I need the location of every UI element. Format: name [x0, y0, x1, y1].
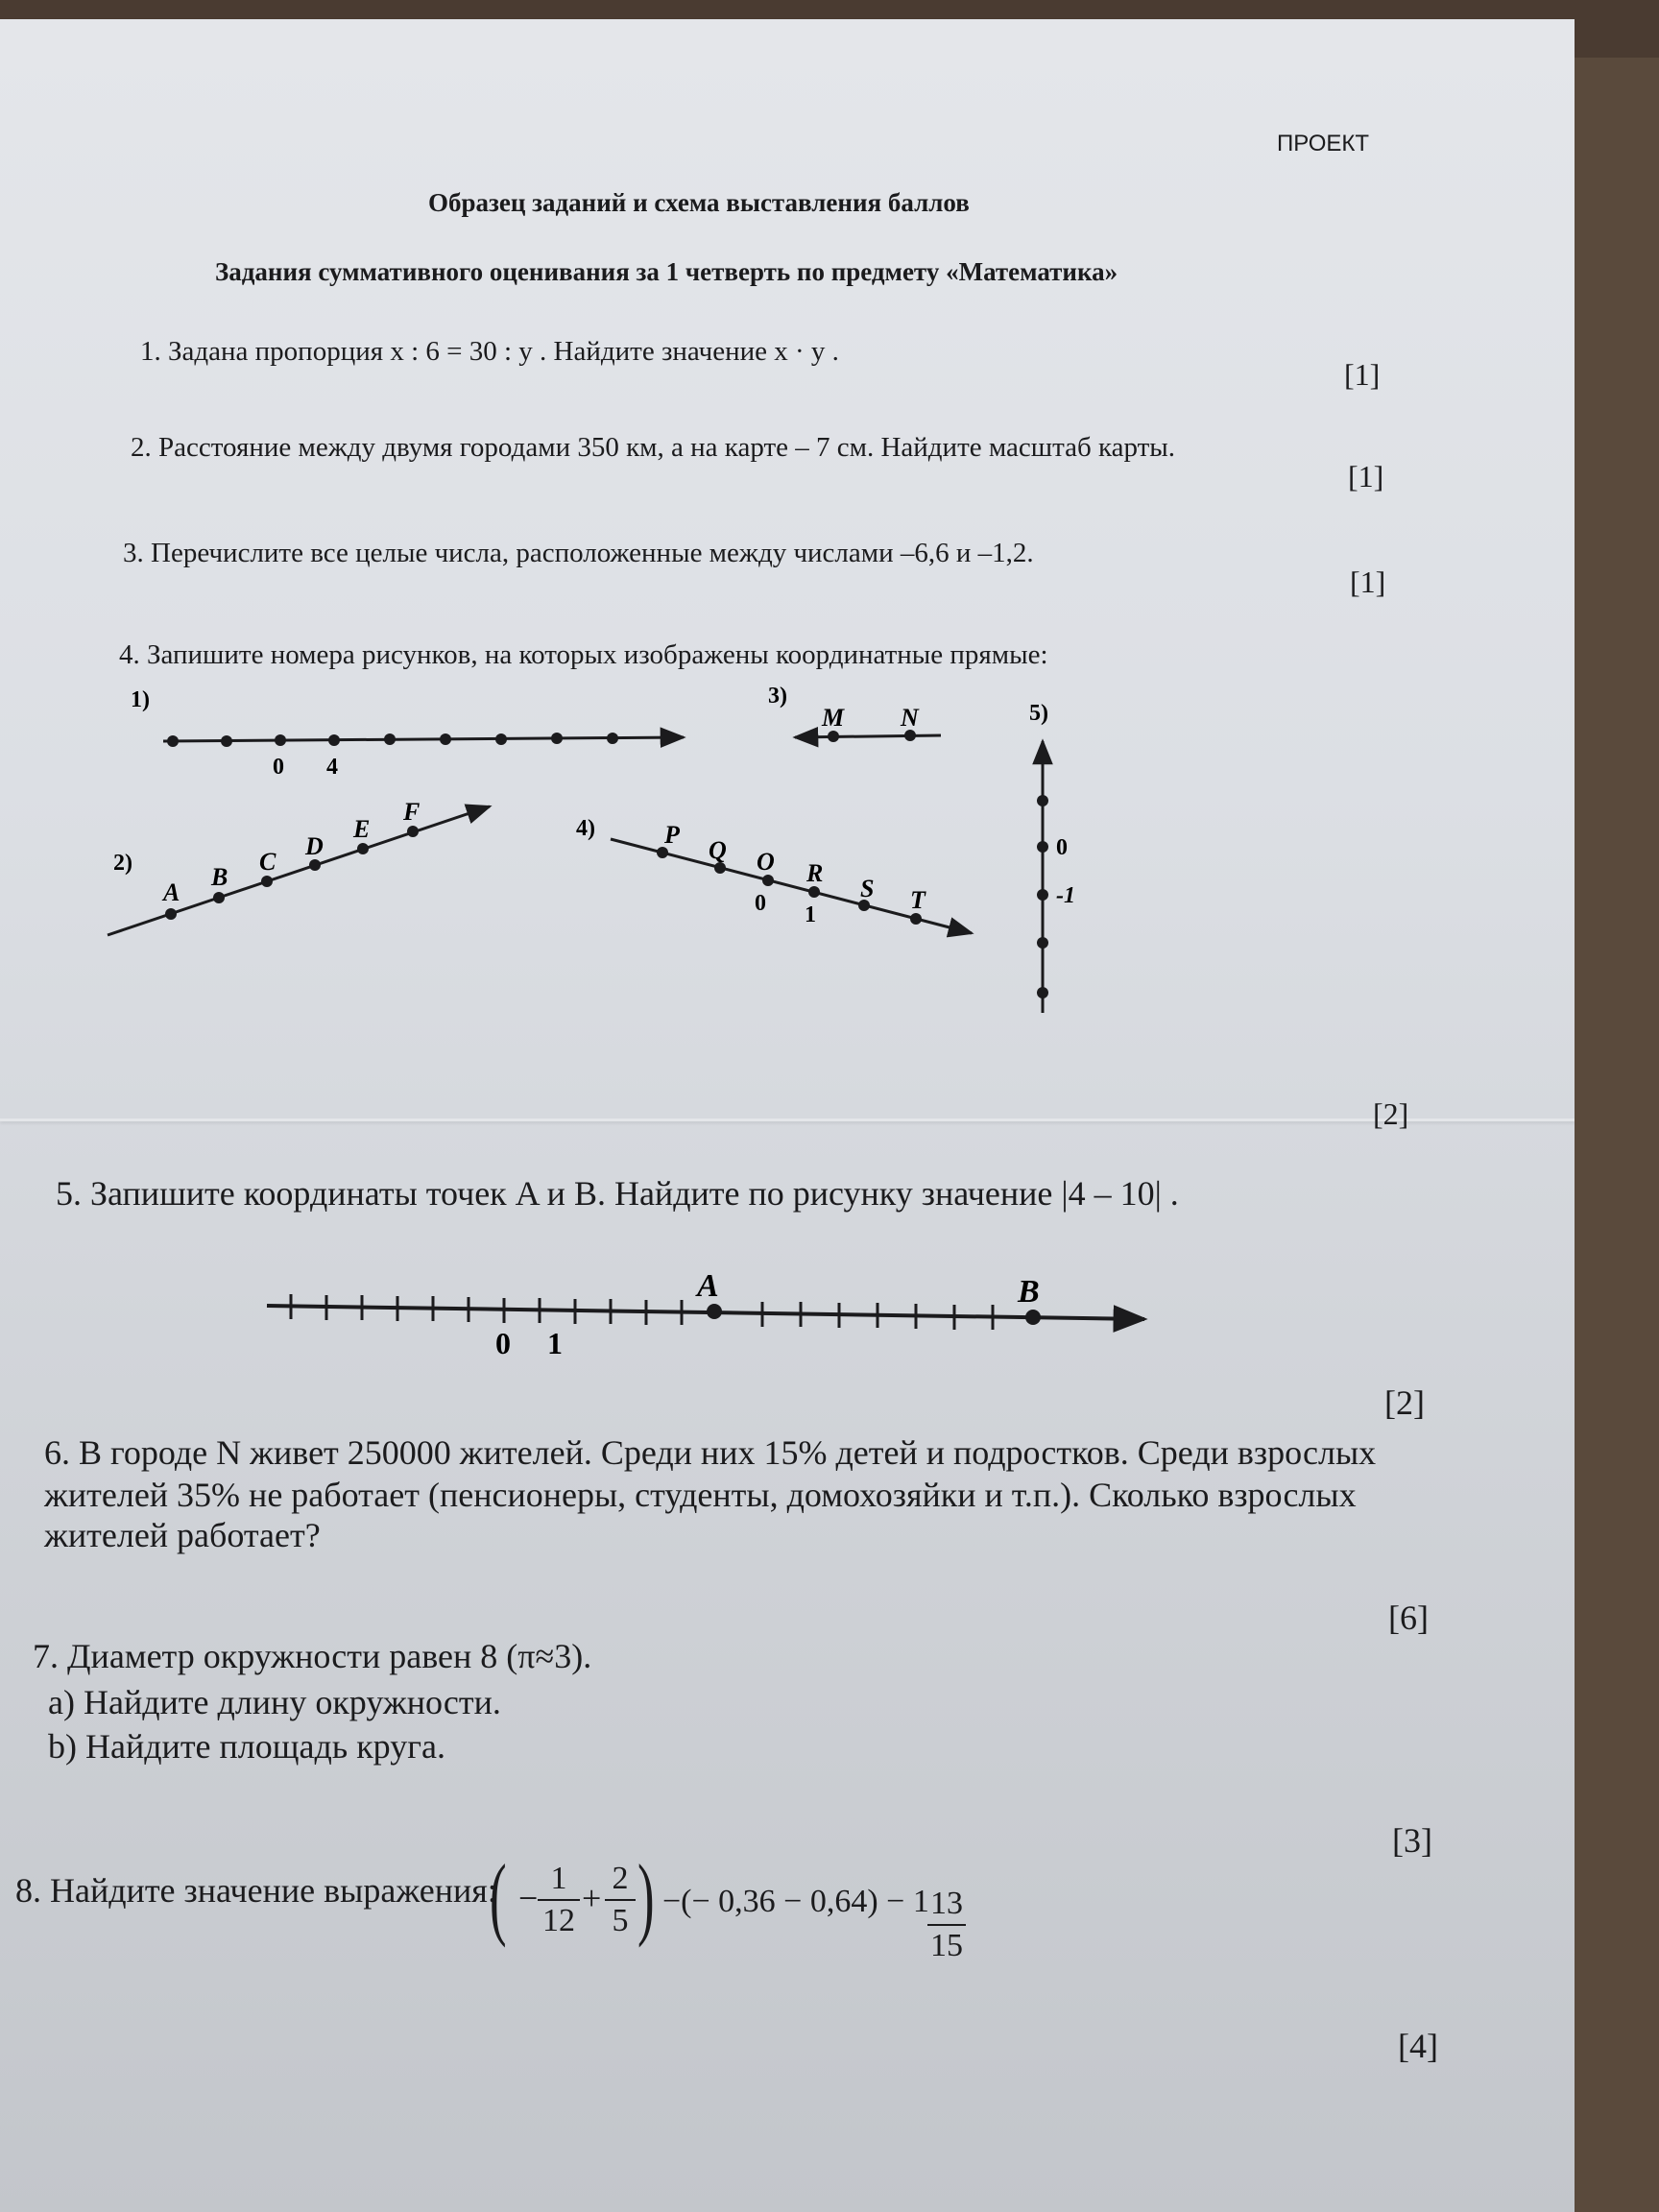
task-1-text: 1. Задана пропорция x : 6 = 30 : y . Найдите значение x · y .: [140, 336, 839, 367]
task-5-text: 5. Запишите координаты точек A и B. Найдите по рисунку значение |4 – 10| .: [56, 1174, 1179, 1213]
figure-1-line: [163, 737, 684, 741]
figure-3-label-N: N: [901, 704, 919, 732]
figure-2-tag: 2): [113, 851, 132, 876]
expr-middle: −(− 0,36 − 0,64) − 1: [662, 1884, 929, 1919]
expr-fraction-1-denominator: 12: [542, 1903, 575, 1938]
figure-4-label-T: T: [910, 886, 926, 914]
expr-fraction-3: [927, 1886, 966, 1964]
task-8-text: 8. Найдите значение выражения:: [15, 1871, 497, 1910]
task-6-line-1: 6. В городе N живет 250000 жителей. Среди них 15% детей и подростков. Среди взрослых: [44, 1433, 1377, 1472]
task-4-text: 4. Запишите номера рисунков, на которых изображены координатные прямые:: [119, 639, 1048, 670]
expr-minus-sign: −: [518, 1879, 539, 1917]
figure-2-label-C: C: [259, 848, 276, 876]
figure-1-label-0: 0: [273, 755, 284, 780]
figure-4-num-0: 0: [755, 891, 766, 916]
expr-fraction-2: [605, 1861, 636, 1939]
task-7-line-2: a) Найдите длину окружности.: [48, 1683, 501, 1721]
figure-4-tag: 4): [576, 816, 595, 841]
task-7-line-3: b) Найдите площадь круга.: [48, 1727, 445, 1766]
task-3-text: 3. Перечислите все целые числа, расположенные между числами –6,6 и –1,2.: [123, 538, 1034, 568]
task-6-line-2: жителей 35% не работает (пенсионеры, студенты, домохозяйки и т.п.). Сколько взрослых: [44, 1476, 1357, 1514]
expr-fraction-1-bar: [538, 1899, 580, 1901]
figure-2-label-D: D: [305, 832, 324, 860]
expr-fraction-2-denominator: 5: [612, 1903, 629, 1938]
figure-4-label-S: S: [860, 875, 875, 902]
task-2-score: [1]: [1348, 459, 1384, 493]
task-6-score: [6]: [1388, 1599, 1429, 1637]
task-5-score: [2]: [1384, 1383, 1425, 1422]
figure-5-tag: 5): [1029, 701, 1048, 726]
figure-3-label-M: M: [822, 704, 845, 732]
figure-5-label-minus1: -1: [1056, 883, 1075, 908]
task-7-line-1: 7. Диаметр окружности равен 8 (π≈3).: [33, 1637, 592, 1675]
task-8-score: [4]: [1398, 2027, 1438, 2065]
figure-2-label-B: B: [211, 863, 228, 891]
task-6-line-3: жителей работает?: [44, 1516, 321, 1554]
figure-4-label-O: O: [757, 848, 775, 876]
task-1-score: [1]: [1344, 357, 1381, 392]
expr-fraction-2-bar: [605, 1899, 636, 1901]
task-5-label-A: A: [697, 1268, 719, 1304]
figure-2-label-A: A: [163, 878, 180, 906]
expr-fraction-3-bar: [927, 1924, 966, 1926]
expr-fraction-3-numerator: 13: [930, 1886, 963, 1921]
figure-3-line: [795, 735, 941, 737]
figure-4-num-1: 1: [805, 902, 816, 927]
figure-1-tag: 1): [131, 687, 150, 712]
task-2-text: 2. Расстояние между двумя городами 350 км, а на карте – 7 см. Найдите масштаб карты.: [131, 432, 1176, 463]
expr-fraction-1: [538, 1861, 580, 1939]
expr-open-paren: (: [490, 1845, 507, 1948]
figure-4-label-P: P: [664, 821, 680, 849]
figure-2-label-F: F: [403, 798, 421, 826]
expr-fraction-3-denominator: 15: [930, 1928, 963, 1963]
task-3-score: [1]: [1350, 565, 1386, 599]
figure-2-label-E: E: [353, 815, 371, 843]
document-title: Образец заданий и схема выставления баллов: [428, 188, 970, 217]
expr-close-paren: ): [637, 1845, 655, 1948]
figure-5-label-0: 0: [1056, 835, 1068, 860]
project-stamp: ПРОЕКТ: [1277, 131, 1370, 156]
task-7-score: [3]: [1392, 1821, 1432, 1860]
expr-fraction-1-numerator: 1: [550, 1861, 567, 1896]
expr-plus-sign: +: [582, 1879, 602, 1917]
task-5-label-B: B: [1018, 1274, 1040, 1310]
task-4-score: [2]: [1373, 1096, 1409, 1131]
figure-3-tag: 3): [768, 684, 787, 709]
expr-fraction-2-numerator: 2: [612, 1861, 629, 1896]
task-5-num-1: 1: [547, 1326, 563, 1360]
task-5-num-0: 0: [495, 1326, 511, 1360]
figure-2-line: [108, 806, 490, 935]
document-subtitle: Задания суммативного оценивания за 1 четверть по предмету «Математика»: [215, 257, 1118, 286]
figure-4-label-R: R: [806, 859, 824, 887]
figure-4-label-Q: Q: [709, 836, 727, 864]
figure-1-label-4: 4: [326, 755, 338, 780]
